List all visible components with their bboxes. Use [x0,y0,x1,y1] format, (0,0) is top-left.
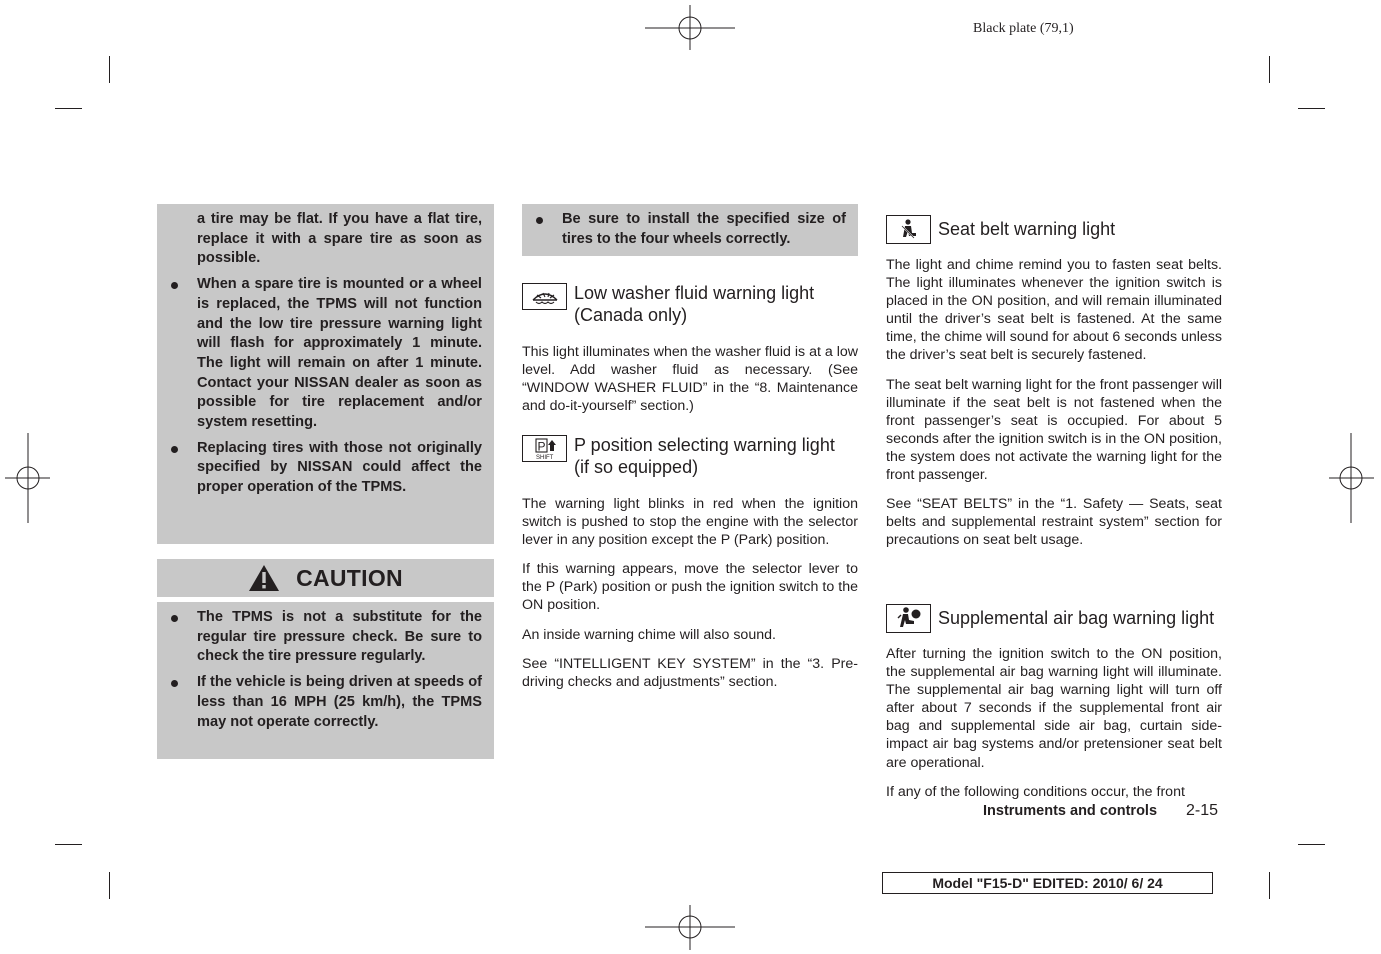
paragraph: If any of the following conditions occur, the front [886,783,1185,800]
p-position-body [522,495,858,691]
airbag-title: Supplemental air bag warning light [938,608,1215,628]
paragraph: The warning light blinks in red when the ignition switch is pushed to stop the engine with the selector lever in any position except the P (Park) position. [522,496,858,549]
washer-title-line2: (Canada only) [574,304,688,325]
airbag-body [886,645,1222,801]
caution-label: CAUTION [296,564,403,591]
plate-label: Black plate (79,1) [973,21,1074,36]
note-continuation: a tire may be flat. If you have a flat tire, replace it with a spare tire as soon as possible. [197,211,482,267]
crop-mark [109,872,110,899]
list-item: Be sure to install the specified size of tires to the four wheels correctly. [522,210,858,249]
section-name: Instruments and controls [983,803,1158,819]
seat-belt-icon [886,215,931,244]
page-number: 2-15 [1186,802,1219,819]
airbag-heading [886,604,1214,633]
washer-fluid-icon [522,283,567,310]
registration-mark-right [1329,433,1374,523]
list-item: If the vehicle is being driven at speeds of less than 16 MPH (25 km/h), the TPMS may not operate correctly. [157,673,494,732]
paragraph: See “INTELLIGENT KEY SYSTEM” in the “3. Pre-driving checks and adjustments” section. [522,655,858,690]
crop-mark [1269,872,1270,899]
p-position-title-line2: (if so equipped) [574,456,699,477]
registration-mark-left [5,433,50,523]
registration-mark-top [645,5,735,50]
paragraph: See “SEAT BELTS” in the “1. Safety — Seats, seat belts and supplemental restraint system” section for precautions on seat belt usage. [886,496,1222,549]
crop-mark [1298,844,1325,845]
washer-heading [522,283,814,327]
paragraph: If this warning appears, move the selector lever to the P (Park) position or push the ignition switch to the ON position. [522,561,858,614]
crop-mark [55,844,82,845]
seat-belt-body [886,256,1222,549]
paragraph: This light illuminates when the washer fluid is at a low level. Add washer fluid as necessary. (See “WINDOW WASHER FLUID” in the “8. Maintenance and do-it-yourself” section.) [522,344,858,415]
caution-box [157,602,494,759]
paragraph: After turning the ignition switch to the ON position, the supplemental air bag warning light will illuminate. The supplemental air bag warning light will turn off after about 7 seconds if the supplemental front air bag and supplemental side air bag, curtain side-impact air bag systems and/or pretensioner seat belt are operational. [886,646,1222,771]
svg-text:P: P [537,439,546,453]
list-item: The TPMS is not a substitute for the regular tire pressure check. Be sure to check the tire pressure regularly. [157,608,494,667]
p-shift-icon [522,435,567,462]
crop-mark [1298,108,1325,109]
seat-belt-title: Seat belt warning light [938,219,1116,239]
seat-belt-heading [886,215,1115,244]
list-item: When a spare tire is mounted or a wheel is replaced, the TPMS will not function and the low tire pressure warning light will flash for approximately 1 minute. The light will remain on after 1 minute. Contact your NISSAN dealer as soon as possible for tire replacement and/or system resetting. [157,275,494,433]
list-item: Replacing tires with those not originally specified by NISSAN could affect the proper operation of the TPMS. [157,439,494,498]
crop-mark [1269,56,1270,83]
tpms-note-box [157,204,494,544]
airbag-icon [886,604,931,633]
model-edit-box: Model "F15-D" EDITED: 2010/ 6/ 24 [882,872,1213,894]
registration-mark-bottom [645,905,735,950]
caution-header [157,559,494,597]
paragraph: An inside warning chime will also sound. [522,626,776,643]
paragraph: The light and chime remind you to fasten seat belts. The light illuminates whenever the ignition switch is placed in the ON position, and will remain illuminated until the driver’s seat belt is fastened. At the same time, the chime will sound for about 6 seconds unless the driver’s seat belt is securely fastened. [886,257,1222,364]
paragraph: The seat belt warning light for the front passenger will illuminate if the seat belt is not fastened when the front passenger’s seat is occupied. For about 5 seconds after the ignition switch is in the ON position, the system does not activate the warning light for the front passenger. [886,376,1222,484]
washer-title-line1: Low washer fluid warning light [574,283,815,303]
washer-body [522,343,858,415]
crop-mark [55,108,82,109]
p-position-title-line1: P position selecting warning light [574,435,835,455]
tire-install-note-box [522,204,858,256]
shift-icon-label: SHIFT [535,454,553,461]
warning-triangle-icon [248,564,280,592]
p-position-heading [522,435,835,479]
crop-mark [109,56,110,83]
